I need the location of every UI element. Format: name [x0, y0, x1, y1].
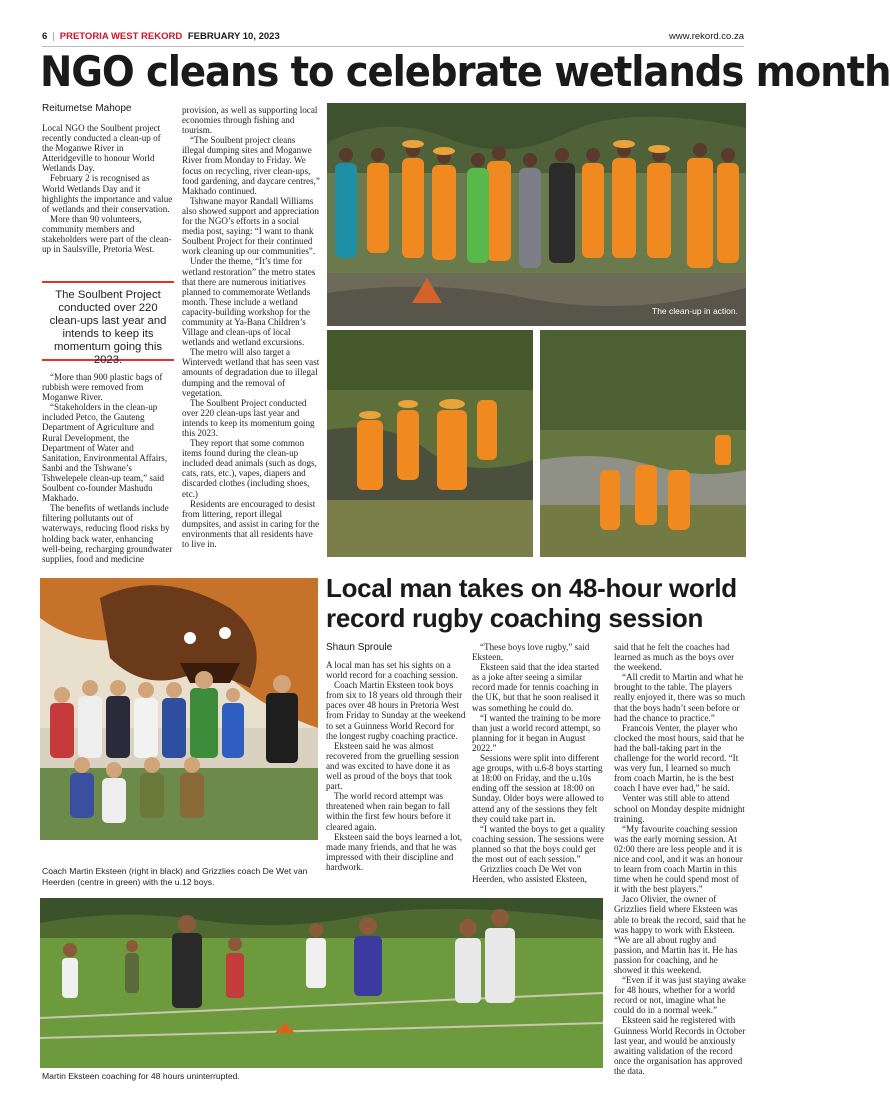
paragraph: The benefits of wetlands include filtering pollutants out of waterways, reducing flood risks by holding back water, enhancing well-being, recharging groundwater supplies, food and medicine [42, 503, 173, 564]
paragraph: Eksteen said he registered with Guinness World Records in October last year, and would be anxiously awaiting validation of the record once the organisation has approved the data. [614, 1015, 746, 1076]
paragraph: Venter was still able to attend school on Monday despite midnight training. [614, 793, 745, 824]
team-photo-illustration [40, 578, 318, 840]
folio-separator: | [52, 31, 55, 42]
paragraph: The Soulbent Project conducted over 220 clean-ups last year and intends to keep its momentum going this 2023. [182, 397, 315, 438]
story1-headline: NGO cleans to celebrate wetlands month [40, 47, 890, 96]
paragraph: Grizzlies coach De Wet von Heerden, who assisted Eksteen, [472, 864, 587, 885]
paragraph: Eksteen said he was almost recovered from the gruelling session and was excited to have done it as well as proud of the boys that took part. [326, 740, 459, 792]
paragraph: provision, as well as supporting local economies through fishing and tourism. [182, 105, 318, 136]
paragraph: Eksteen said that the idea started as a joke after seeing a similar record made for tennis coaching in the UK, but that he soon realised it was something he could do. [472, 662, 599, 713]
story2-column-2 [472, 642, 607, 888]
issue-date: FEBRUARY 10, 2023 [187, 31, 280, 42]
field-photo-caption: Martin Eksteen coaching for 48 hours uninterrupted. [42, 1071, 240, 1081]
paragraph: said that he felt the coaches had learned as much as the boys over the weekend. [614, 642, 735, 673]
pull-quote: The Soulbent Project conducted over 220 clean-ups last year and intends to keep its momentum going this 2023. [42, 281, 174, 361]
paragraph: They report that some common items found during the clean-up included dead animals (such as dogs, cats, rats, etc.), vapes, diapers and discarded clothes (including shoes, etc.) [182, 438, 317, 499]
paragraph: More than 90 volunteers, community members and stakeholders were part of the clean-up in Saulsville, Pretoria West. [42, 213, 172, 255]
paragraph: “My favourite coaching session was the early morning session. At 02:00 there are less people and it is nice and cool, and it was an honour to learn from coach Martin in this time when he could spend most of it with the best players.” [614, 823, 743, 895]
paragraph: The metro will also target a Wintervedt wetland that has seen vast amounts of degradation due to illegal dumping and the removal of vegetation. [182, 347, 320, 398]
paragraph: Sessions were split into different age groups, with u.6-8 boys starting at 18:00 on Friday, and the u.10s ending off the session at 18:00 on Sunday. Older boys were allowed to attend any of the sessions they felt they could take part in. [472, 753, 604, 824]
paragraph: Jaco Olivier, the owner of Grizzlies field where Eksteen was able to break the record, said that he was happy to work with Eksteen. “We are all about rugby and passion, and Martin has it. He has passion for coaching, and he showed it this weekend. [614, 894, 746, 975]
website-link[interactable]: www.rekord.co.za [669, 31, 744, 42]
paragraph: “Even if it was just staying awake for 48 hours, whether for a world record or not, imagine what he could do in a normal week.” [614, 975, 746, 1016]
paragraph: Tshwane mayor Randall Williams also showed support and appreciation for the NGO’s efforts in a social media post, saying: “I want to thank Soulbent Project for their continued work cleaning up our communities”. [182, 195, 319, 257]
paragraph: “These boys love rugby,” said Eksteen. [472, 642, 590, 663]
paragraph: “I wanted the boys to get a quality coaching session. The sessions were planned so that the boys could get the most out of each session.” [472, 823, 606, 864]
story1-column-1 [42, 123, 174, 273]
publication-name: PRETORIA WEST REKORD [59, 31, 183, 42]
story2-byline: Shaun Sproule [326, 642, 393, 653]
story2-column-3 [614, 642, 746, 1084]
paragraph: Under the theme, “It’s time for wetland restoration” the metro states that there are numerous initiatives planned to commemorate Wetlands month. These include a wetland capacity-building workshop for the community at Ya-Bana Children’s Village and clean-ups of local wetlands and wetland excursions. [182, 256, 316, 348]
paragraph: Coach Martin Eksteen took boys from six to 18 years old through their paces over 48 hours in Pretoria West from Friday to Sunday at the weekend to set a Guinness World Record for the longest rugby coaching practice. [326, 680, 466, 741]
paragraph: “The Soulbent project cleans illegal dumping sites and Moganwe River from Monday to Friday. We focus on recycling, river clean-ups, food gardening, and daycare centres,” Makhado continued. [182, 135, 320, 196]
team-photo [40, 578, 318, 840]
paragraph: The world record attempt was threatened when rain began to fall within the first few hours before it cleared again. [326, 791, 451, 832]
paragraph: “More than 900 plastic bags of rubbish were removed from Moganwe River. [42, 372, 163, 403]
paragraph: “I wanted the training to be more than just a world record attempt, so planning for it began in August 2022.” [472, 712, 601, 753]
river-left-illustration [327, 330, 533, 557]
story2-column-1 [326, 660, 466, 888]
river-cleanup-photo-right [540, 330, 746, 557]
rugby-field-illustration [40, 898, 603, 1068]
paragraph: Francois Venter, the player who clocked the most hours, said that he had the ball-taking part in the challenge for the world record. “It was very fun, I learned so much from coach Martin, he is the best coach I have ever had,” he said. [614, 722, 745, 794]
paragraph: Eksteen said the boys learned a lot, made many friends, and that he was impressed with their discipline and hardwork. [326, 831, 463, 872]
paragraph: “All credit to Martin and what he brought to the table. The players really enjoyed it, there was so much that the boys hadn’t seen before or had the chance to practice.” [614, 672, 746, 723]
river-cleanup-photo-left [327, 330, 533, 557]
paragraph: Local NGO the Soulbent project recently conducted a clean-up of the Moganwe River in Atteridgeville to honour World Wetlands Day. [42, 123, 161, 174]
cleanup-photo-caption: The clean-up in action. [652, 306, 738, 316]
story1-column-2 [182, 105, 320, 559]
paragraph: A local man has set his sights on a world record for a coaching session. [326, 660, 458, 681]
page-folio [42, 31, 744, 45]
story1-column-1b [42, 372, 174, 564]
rugby-field-photo [40, 898, 603, 1068]
paragraph: Residents are encouraged to desist from littering, report illegal dumpsites, and assist in caring for the environments that all residents have to live in. [182, 498, 320, 550]
story1-byline: Reitumetse Mahope [42, 103, 132, 114]
story2-headline: Local man takes on 48-hour world record rugby coaching session [326, 573, 737, 633]
river-right-illustration [540, 330, 746, 557]
paragraph: “Stakeholders in the clean-up included Petco, the Gauteng Department of Agriculture and Rural Development, the Department of Water and Sanitation, Environmental Affairs, Sanbi and the Tshwane’s Tshwelepele clean-up team,” said Soulbent co-founder Mashudu Makhado. [42, 402, 168, 504]
paragraph: February 2 is recognised as World Wetlands Day and it highlights the importance and value of wetlands and their conservation. [42, 173, 173, 214]
cleanup-group-photo [327, 103, 746, 326]
cleanup-group-illustration [327, 103, 746, 326]
page-number: 6 [42, 31, 48, 42]
team-photo-caption: Coach Martin Eksteen (right in black) and Grizzlies coach De Wet van Heerden (centre in green) with the u.12 boys. [42, 866, 308, 887]
